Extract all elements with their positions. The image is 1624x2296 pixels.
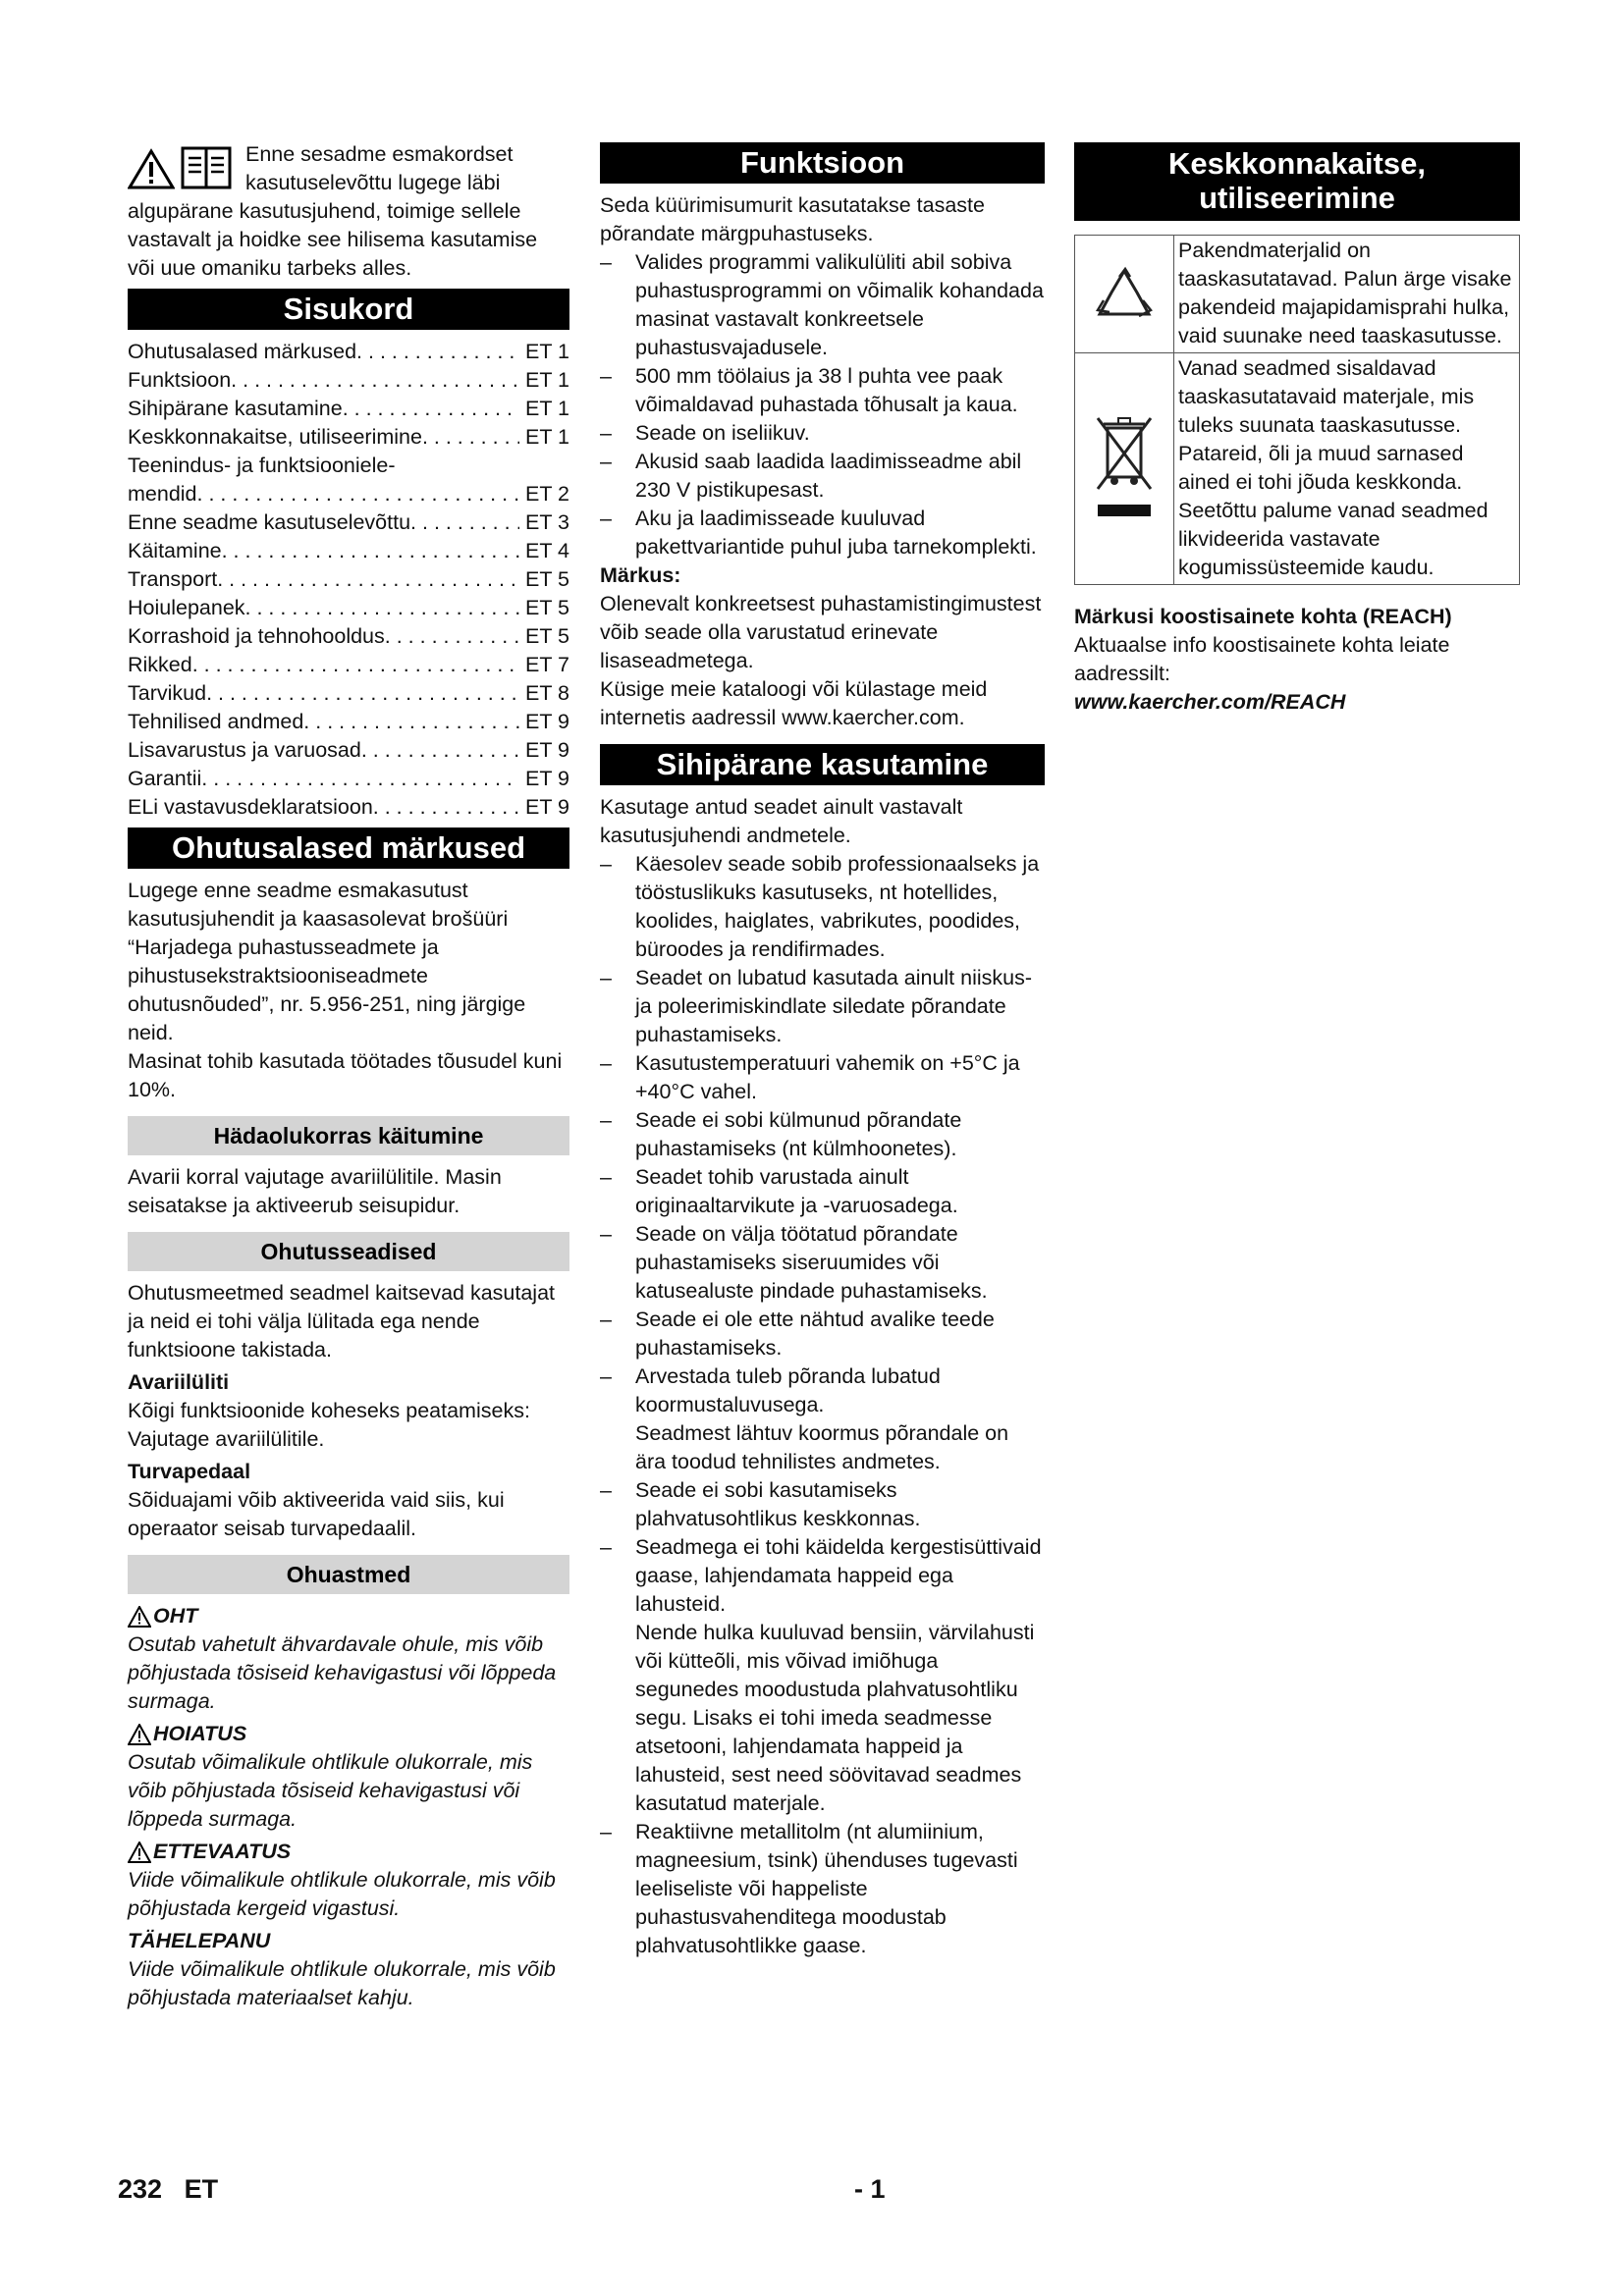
toc-leader-dots: [206, 679, 519, 708]
language-code: ET: [184, 2174, 219, 2204]
disposal-row: [1075, 353, 1519, 584]
toc-item-label: Tehnilised andmed: [128, 710, 304, 733]
toc-item[interactable]: [128, 508, 569, 537]
sub-page-number: - 1: [854, 2174, 886, 2204]
toc-item[interactable]: [128, 765, 569, 793]
column-right: [1074, 140, 1520, 717]
estop-text: Kõigi funktsioonide koheseks peatamiseks: Vajutage avariilülitile.: [128, 1399, 530, 1451]
toc-item[interactable]: [128, 452, 569, 480]
danger-heading: [128, 1602, 569, 1630]
toc-item-page: ET 1: [524, 397, 569, 420]
list-item: – Kasutustemperatuuri vahemik on +5°C ja +40°C vahel.: [600, 1049, 1045, 1106]
toc-leader-dots: [201, 765, 519, 793]
toc-item[interactable]: [128, 480, 569, 508]
warning-triangle-icon: [128, 148, 175, 189]
list-item: – Käesolev seade sobib professionaalseks ja tööstuslikuks kasutuseks, nt hotellides, koolides, haiglates, vabrikutes, poodides, büroodes ja rendifirmades.: [600, 850, 1045, 964]
toc-title: Sisukord: [128, 289, 569, 330]
toc-item-page: ET 2: [524, 482, 569, 506]
list-item: – Seade on iseliikuv.: [600, 419, 1045, 448]
toc-item[interactable]: [128, 366, 569, 395]
toc-item[interactable]: [128, 736, 569, 765]
column-middle: [600, 140, 1045, 1960]
toc-item[interactable]: [128, 395, 569, 423]
toc-item-label: Rikked: [128, 653, 192, 676]
toc-item-page: ET 5: [524, 567, 569, 591]
function-list: [600, 248, 1045, 561]
toc-leader-dots: [343, 395, 519, 423]
toc-leader-dots: [231, 366, 519, 395]
emergency-text: Avarii korral vajutage avariilülitile. Masin seisatakse ja aktiveerub seisupidur.: [128, 1165, 502, 1217]
intro-text: Enne sesadme esmakordset kasutuselevõttu lugege läbi algupärane kasutusjuhend, toimige sellele vastavalt ja hoidke see hilisema kasutamise või uue omaniku tarbeks alles.: [128, 142, 538, 280]
toc-item-page: ET 5: [524, 596, 569, 619]
intended-use-intro: Kasutage antud seadet ainult vastavalt kasutusjuhendi andmetele.: [600, 795, 963, 847]
toc-leader-dots: [361, 736, 519, 765]
toc-item-label: Tarvikud: [128, 681, 207, 705]
recycling-icon: [1075, 236, 1174, 352]
safety-paragraph: Lugege enne seadme esmakasutust kasutusjuhendit ja kaasasolevat brošüüri “Harjadega puhastusseadmete ja pihustusekstraktsiooniseadmete ohutusnõuded”, nr. 5.956-251, ning järgige neid.: [128, 879, 526, 1044]
caution-label: ETTEVAATUS: [153, 1840, 292, 1863]
crossed-bin-icon: [1075, 353, 1174, 584]
toc-item[interactable]: [128, 793, 569, 822]
list-item: – Aku ja laadimisseade kuuluvad pakettvariantide puhul juba tarnekomplekti.: [600, 505, 1045, 561]
toc-item-label: Käitamine: [128, 539, 222, 562]
table-of-contents: [128, 338, 569, 822]
toc-leader-dots: [373, 793, 519, 822]
toc-item-label: mendid: [128, 482, 197, 506]
reach-text: Aktuaalse info koostisainete kohta leiate aadressilt:: [1074, 633, 1450, 685]
list-item: – Seadet on lubatud kasutada ainult niiskus- ja poleerimiskindlate siledate põrandate puhastamiseks.: [600, 964, 1045, 1049]
toc-leader-dots: [422, 423, 519, 452]
emergency-title: Hädaolukorras käitumine: [128, 1116, 569, 1155]
warning-triangle-icon: [128, 1724, 151, 1745]
list-item: – Valides programmi valikulüliti abil sobiva puhastusprogrammi on võimalik kohandada masinat vastavalt konkreetsele puhastusvajadusele.: [600, 248, 1045, 362]
page-number: [118, 2174, 218, 2205]
recycling-text: Pakendmaterjalid on taaskasutatavad. Palun ärge visake pakendeid majapidamisprahi hulka, vaid suunake need taaskasutusse.: [1178, 239, 1512, 347]
toc-leader-dots: [356, 338, 519, 366]
toc-item-page: ET 9: [524, 767, 569, 790]
toc-item[interactable]: [128, 537, 569, 565]
intro-block: [128, 140, 569, 283]
list-item: – Reaktiivne metallitolm (nt alumiinium, magneesium, tsink) ühenduses tugevasti leeliseliste või happeliste puhastusvahenditega moodustab plahvatusohtlikke gaase.: [600, 1818, 1045, 1960]
notice-text: Viide võimalikule ohtlikule olukorrale, mis võib põhjustada materiaalset kahju.: [128, 1957, 556, 2009]
safety-title: Ohutusalased märkused: [128, 828, 569, 869]
toc-leader-dots: [410, 508, 519, 537]
list-item: – Seade ei ole ette nähtud avalike teede puhastamiseks.: [600, 1306, 1045, 1362]
toc-item-page: ET 9: [524, 795, 569, 819]
toc-item-label: Transport: [128, 567, 218, 591]
load-bullet-text: Arvestada tuleb põranda lubatud koormustaluvusega.: [635, 1364, 941, 1416]
danger-triangle-icon: [128, 1606, 151, 1628]
list-item: [600, 1533, 1045, 1818]
toc-item-page: ET 9: [524, 710, 569, 733]
toc-item-label: Enne seadme kasutuselevõttu: [128, 510, 411, 534]
toc-leader-dots: [222, 537, 519, 565]
page-num: 232: [118, 2174, 163, 2204]
toc-item[interactable]: [128, 651, 569, 679]
load-note: Seadmest lähtuv koormus põrandale on ära toodud tehnilistes andmetes.: [635, 1421, 1009, 1473]
toc-item[interactable]: [128, 679, 569, 708]
toc-item-label: Lisavarustus ja varuosad: [128, 738, 361, 762]
toc-item-label: Garantii: [128, 767, 202, 790]
manual-book-icon: [181, 146, 232, 189]
safety-devices-text: Ohutusmeetmed seadmel kaitsevad kasutajat ja neid ei tohi välja lülitada ega nende funktsioone takistada.: [128, 1281, 556, 1362]
disposal-text: Vanad seadmed sisaldavad taaskasutatavaid materjale, mis tuleks suunata taaskasutusse. Patareid, õli ja muud sarnased ained ei tohi jõuda keskkonda. Seetõttu palume vanad seadmed likvideerida vastavate kogumissüsteemide kaudu.: [1178, 356, 1489, 579]
recycling-row: [1075, 236, 1519, 353]
note-title: Märkus:: [600, 563, 681, 587]
danger-label: OHT: [153, 1604, 198, 1628]
toc-item[interactable]: [128, 423, 569, 452]
toc-item[interactable]: [128, 338, 569, 366]
toc-item[interactable]: [128, 565, 569, 594]
notice-heading: [128, 1927, 569, 1955]
safety-devices-title: Ohutusseadised: [128, 1232, 569, 1271]
list-item: – Seade ei sobi külmunud põrandate puhastamiseks (nt külmhoonetes).: [600, 1106, 1045, 1163]
list-item: – Seade ei sobi kasutamiseks plahvatusohtlikus keskkonnas.: [600, 1476, 1045, 1533]
toc-item-page: ET 5: [524, 624, 569, 648]
toc-item-page: ET 8: [524, 681, 569, 705]
list-item: [600, 1362, 1045, 1476]
caution-heading: [128, 1838, 569, 1866]
reach-url[interactable]: www.kaercher.com/REACH: [1074, 690, 1346, 714]
warning-label: HOIATUS: [153, 1722, 247, 1745]
toc-item-page: ET 1: [524, 368, 569, 392]
intended-use-title: Sihipärane kasutamine: [600, 744, 1045, 785]
pedal-title: Turvapedaal: [128, 1460, 251, 1483]
toc-leader-dots: [303, 708, 519, 736]
warning-text: Osutab võimalikule ohtlikule olukorrale, mis võib põhjustada tõsiseid kehavigastusi või lõppeda surmaga.: [128, 1750, 533, 1831]
solvent-bullet-text: Seadmega ei tohi käidelda kergestisüttivaid gaase, lahjendamata happeid ega lahusteid.: [635, 1535, 1042, 1616]
toc-leader-dots: [385, 622, 519, 651]
toc-item-page: ET 9: [524, 738, 569, 762]
toc-item[interactable]: [128, 594, 569, 622]
warning-heading: [128, 1720, 569, 1748]
list-item: – Seade on välja töötatud põrandate puhastamiseks siseruumides või katusealuste pindade puhastamiseks.: [600, 1220, 1045, 1306]
toc-leader-dots: [245, 594, 519, 622]
toc-item-label: Teenindus- ja funktsiooniele-: [128, 454, 396, 477]
toc-item[interactable]: [128, 622, 569, 651]
toc-item[interactable]: [128, 708, 569, 736]
toc-leader-dots: [192, 651, 519, 679]
toc-item-label: Ohutusalased märkused: [128, 340, 357, 363]
caution-triangle-icon: [128, 1842, 151, 1863]
reach-title: Märkusi koostisainete kohta (REACH): [1074, 605, 1452, 628]
environment-table: [1074, 235, 1520, 585]
hazard-levels-title: Ohuastmed: [128, 1555, 569, 1594]
notice-label: TÄHELEPANU: [128, 1929, 271, 1952]
toc-item-label: Korrashoid ja tehnohooldus: [128, 624, 385, 648]
toc-item-page: ET 1: [524, 425, 569, 449]
pedal-text: Sõiduajami võib aktiveerida vaid siis, kui operaator seisab turvapedaalil.: [128, 1488, 505, 1540]
estop-title: Avariilüliti: [128, 1370, 230, 1394]
toc-item-page: ET 4: [524, 539, 569, 562]
toc-leader-dots: [217, 565, 519, 594]
toc-item-page: ET 7: [524, 653, 569, 676]
toc-item-label: Keskkonnakaitse, utiliseerimine: [128, 425, 422, 449]
solvent-note: Nende hulka kuuluvad bensiin, värvilahusti või kütteõli, mis võivad imiõhuga segunedes moodustuda plahvatusohtliku segu. Lisaks ei tohi imeda seadmesse atsetooni, lahjendamata happeid ja lahusteid, sest need söövitavad seadmes kasutatud materjale.: [635, 1621, 1035, 1815]
list-item: – 500 mm töölaius ja 38 l puhta vee paak võimaldavad puhastada tõhusalt ja kaua.: [600, 362, 1045, 419]
list-item: – Seadet tohib varustada ainult originaaltarvikute ja -varuosadega.: [600, 1163, 1045, 1220]
caution-text: Viide võimalikule ohtlikule olukorrale, mis võib põhjustada kergeid vigastusi.: [128, 1868, 556, 1920]
toc-item-page: ET 1: [524, 340, 569, 363]
toc-leader-dots: [197, 480, 519, 508]
slope-paragraph: Masinat tohib kasutada töötades tõusudel kuni 10%.: [128, 1049, 563, 1101]
toc-item-label: ELi vastavusdeklaratsioon: [128, 795, 373, 819]
toc-item-label: Sihipärane kasutamine: [128, 397, 343, 420]
danger-text: Osutab vahetult ähvardavale ohule, mis võib põhjustada tõsiseid kehavigastusi või lõppeda surmaga.: [128, 1632, 557, 1713]
function-title: Funktsioon: [600, 142, 1045, 184]
intended-use-list: [600, 850, 1045, 1960]
environment-title: Keskkonnakaitse, utiliseerimine: [1074, 142, 1520, 221]
note-catalog: Küsige meie kataloogi või külastage meid internetis aadressil www.kaercher.com.: [600, 677, 988, 729]
intro-icons: [128, 140, 242, 189]
toc-item-page: ET 3: [524, 510, 569, 534]
column-left: [128, 140, 569, 2012]
list-item: – Akusid saab laadida laadimisseadme abil 230 V pistikupesast.: [600, 448, 1045, 505]
function-intro: Seda küürimisumurit kasutatakse tasaste põrandate märgpuhastuseks.: [600, 193, 985, 245]
toc-item-label: Funktsioon: [128, 368, 232, 392]
note-text: Olenevalt konkreetsest puhastamistingimustest võib seade olla varustatud erinevate lisaseadmetega.: [600, 592, 1042, 672]
toc-item-label: Hoiulepanek: [128, 596, 245, 619]
